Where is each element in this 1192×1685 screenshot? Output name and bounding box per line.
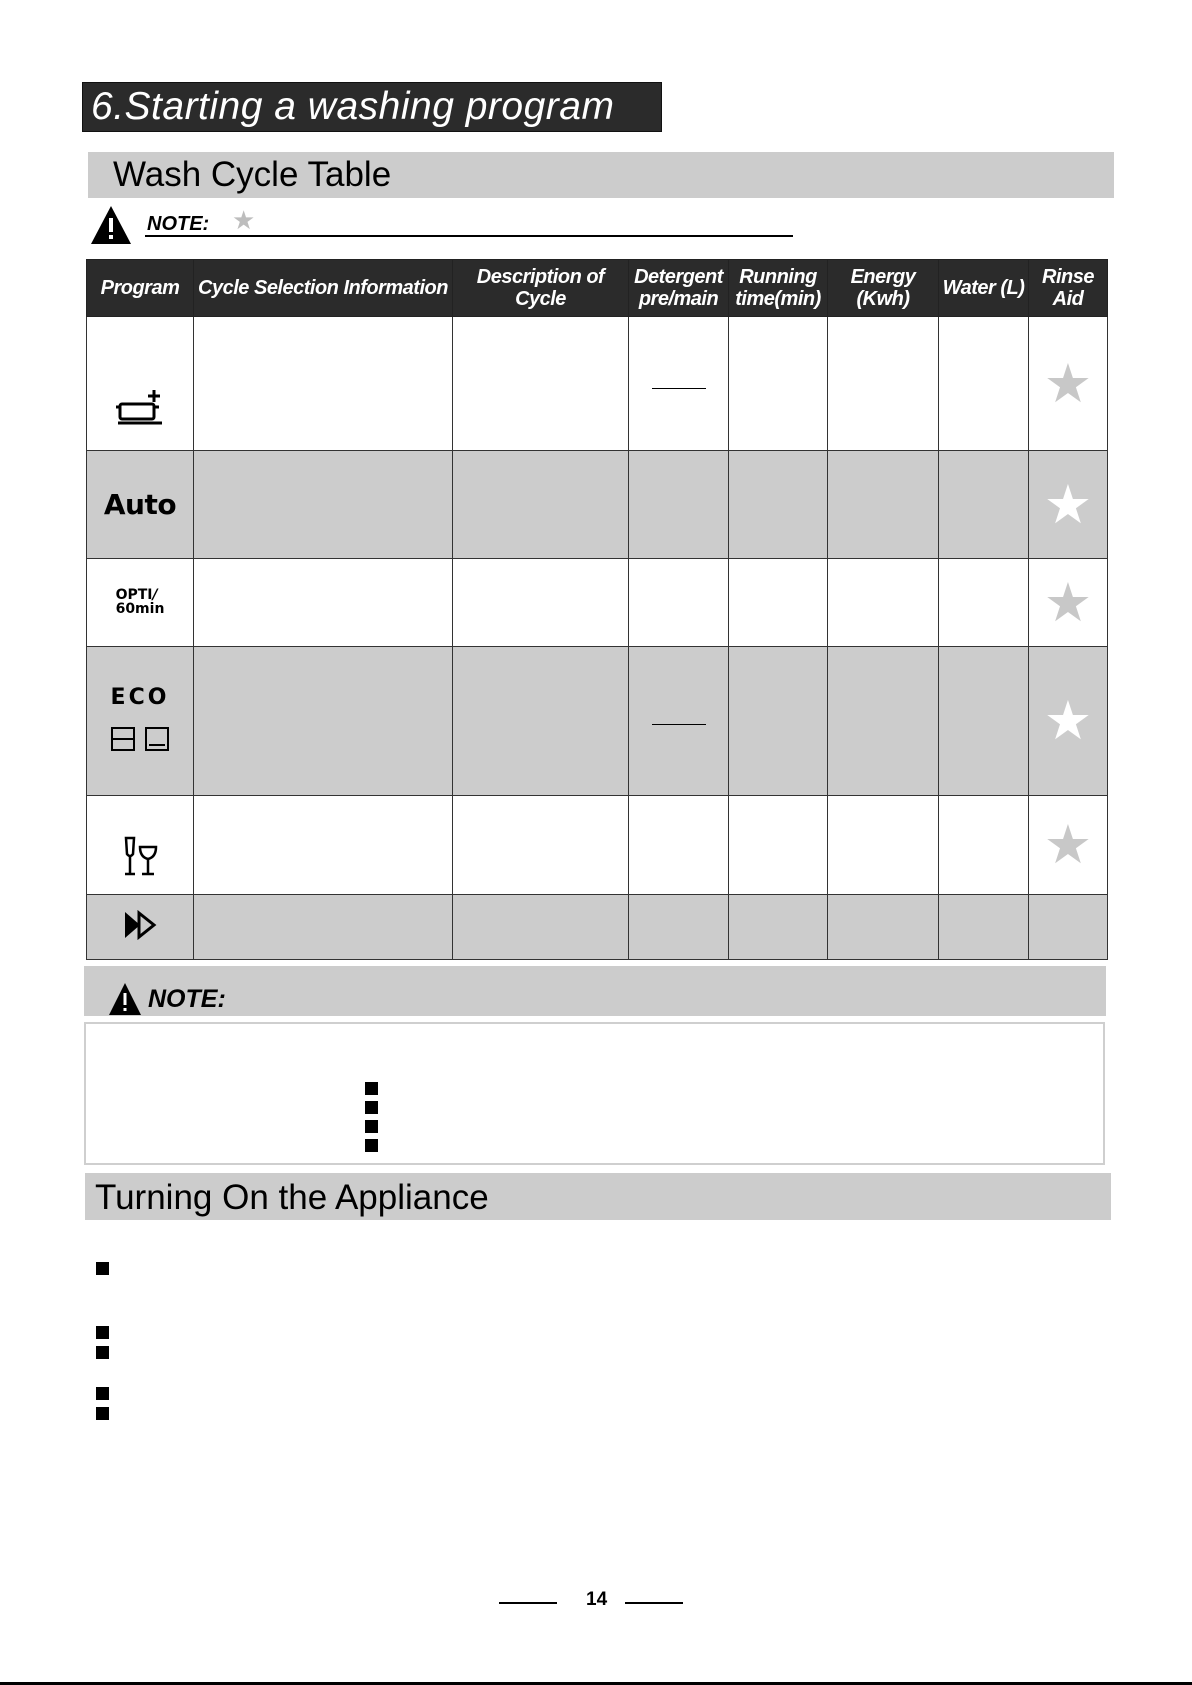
- running-time-cell: [729, 317, 828, 451]
- note-label: NOTE:: [147, 213, 210, 235]
- water-cell: [939, 317, 1029, 451]
- bullet-square: [365, 1101, 378, 1114]
- opti-label-bottom: 60min: [115, 600, 165, 617]
- water-cell: [939, 796, 1029, 895]
- wash-cycle-table: [86, 259, 1107, 958]
- star-icon: ★: [232, 205, 256, 235]
- running-time-cell: [729, 796, 828, 895]
- table-row: [87, 451, 1108, 559]
- description-cell: [453, 559, 629, 647]
- bullet-square: [96, 1262, 109, 1275]
- note-label: NOTE:: [148, 985, 226, 1013]
- cycle-selection-cell: [194, 559, 453, 647]
- energy-cell: [828, 559, 939, 647]
- detergent-cell: [629, 796, 729, 895]
- header-rinse-aid: Rinse Aid: [1029, 260, 1108, 317]
- footer-rule-right: [625, 1602, 683, 1604]
- rapid-icon: [122, 927, 158, 944]
- turning-on-title: Turning On the Appliance: [95, 1178, 489, 1217]
- program-cell: [87, 451, 194, 559]
- star-icon: ★: [1043, 815, 1093, 875]
- running-time-cell: [729, 647, 828, 796]
- table-row: [87, 895, 1108, 960]
- bullet-square: [96, 1407, 109, 1420]
- footer-rule-left: [499, 1602, 557, 1604]
- running-time-cell: [729, 451, 828, 559]
- detergent-cell: [629, 451, 729, 559]
- header-energy: Energy (Kwh): [828, 260, 939, 317]
- energy-cell: [828, 895, 939, 960]
- header-program: Program: [87, 260, 194, 317]
- description-cell: [453, 647, 629, 796]
- wash-cycle-title: Wash Cycle Table: [113, 155, 392, 194]
- description-cell: [453, 895, 629, 960]
- rinse-aid-cell: [1029, 895, 1108, 960]
- warning-icon: [108, 982, 142, 1016]
- bullet-square: [96, 1387, 109, 1400]
- program-label-auto: Auto: [103, 488, 177, 521]
- table-row: [87, 647, 1108, 796]
- star-icon: ★: [1043, 691, 1093, 751]
- cycle-selection-cell: [194, 895, 453, 960]
- note-bar: [84, 966, 1106, 1016]
- program-cell: [87, 895, 194, 960]
- rinse-aid-cell: [1029, 647, 1108, 796]
- table-row: [87, 796, 1108, 895]
- section-title: 6.Starting a washing program: [82, 82, 662, 132]
- program-cell: [87, 559, 194, 647]
- header-running-time: Running time(min): [729, 260, 828, 317]
- bullet-square: [96, 1346, 109, 1359]
- bullet-square: [96, 1326, 109, 1339]
- table-row: [87, 317, 1108, 451]
- cycle-selection-cell: [194, 796, 453, 895]
- bullet-square: [365, 1120, 378, 1133]
- eco-dispenser-icon: [108, 739, 172, 756]
- program-label-eco: ECO: [110, 685, 170, 710]
- program-cell: [87, 647, 194, 796]
- header-description: Description of Cycle: [453, 260, 629, 317]
- warning-icon: [90, 205, 132, 245]
- bullet-square: [365, 1082, 378, 1095]
- energy-cell: [828, 451, 939, 559]
- energy-cell: [828, 647, 939, 796]
- rinse-aid-cell: [1029, 317, 1108, 451]
- note-underline: [145, 235, 793, 237]
- opti-icon: OPTI/ 60min: [115, 586, 165, 617]
- running-time-cell: [729, 895, 828, 960]
- detergent-cell: [629, 559, 729, 647]
- energy-cell: [828, 796, 939, 895]
- glass-icon: [120, 864, 160, 881]
- detergent-cell: [629, 895, 729, 960]
- page-number: 14: [586, 1589, 608, 1610]
- water-cell: [939, 451, 1029, 559]
- water-cell: [939, 559, 1029, 647]
- note-box: [84, 1022, 1105, 1165]
- rinse-aid-cell: [1029, 796, 1108, 895]
- description-cell: [453, 317, 629, 451]
- rinse-aid-cell: [1029, 559, 1108, 647]
- water-cell: [939, 647, 1029, 796]
- star-icon: ★: [1043, 353, 1093, 414]
- energy-cell: [828, 317, 939, 451]
- cycle-selection-cell: [194, 647, 453, 796]
- star-icon: ★: [1043, 474, 1093, 535]
- dash-mark: [652, 388, 706, 390]
- rinse-aid-cell: [1029, 451, 1108, 559]
- program-cell: [87, 796, 194, 895]
- running-time-cell: [729, 559, 828, 647]
- description-cell: [453, 451, 629, 559]
- table-header-row: [87, 260, 1108, 317]
- table-row: [87, 559, 1108, 647]
- water-cell: [939, 895, 1029, 960]
- cycle-selection-cell: [194, 317, 453, 451]
- header-detergent: Detergent pre/main: [629, 260, 729, 317]
- detergent-cell: [629, 317, 729, 451]
- bullet-square: [365, 1139, 378, 1152]
- intensive-pot-icon: [114, 414, 166, 431]
- description-cell: [453, 796, 629, 895]
- opti-label-top: OPTI: [115, 586, 153, 603]
- star-icon: ★: [1043, 572, 1093, 633]
- header-water: Water (L): [939, 260, 1029, 317]
- header-cycle-selection: Cycle Selection Information: [194, 260, 453, 317]
- detergent-cell: [629, 647, 729, 796]
- cycle-selection-cell: [194, 451, 453, 559]
- dash-mark: [652, 724, 706, 726]
- program-cell: [87, 317, 194, 451]
